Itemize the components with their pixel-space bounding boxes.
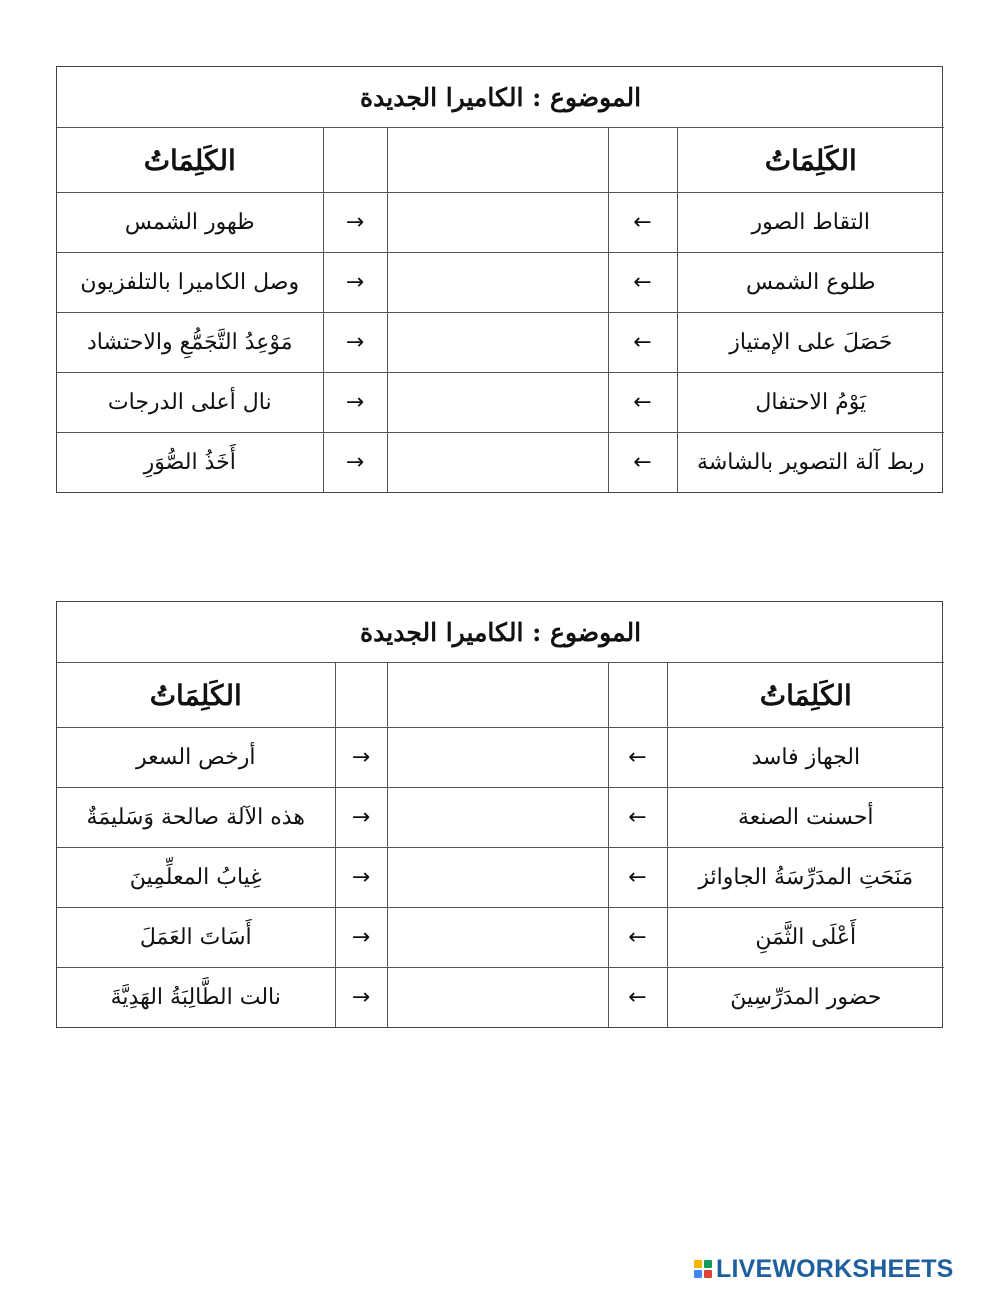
worksheet-title: الموضوع : الكاميرا الجديدة — [57, 67, 944, 128]
right-word[interactable]: أحسنت الصنعة — [667, 788, 944, 848]
column-header-left: الكَلِمَاتُ — [57, 128, 323, 193]
arrow-right-icon: → — [335, 728, 387, 788]
blank-header-cell — [608, 663, 667, 728]
logo-square-red — [704, 1270, 712, 1278]
arrow-left-icon: ← — [608, 313, 677, 373]
table-row — [57, 433, 944, 493]
arrow-left-icon: ← — [608, 193, 677, 253]
right-word[interactable]: ربط آلة التصوير بالشاشة — [677, 433, 944, 493]
liveworksheets-brand[interactable] — [694, 1255, 954, 1283]
left-word[interactable]: أَسَاتَ العَمَلَ — [57, 908, 335, 968]
arrow-left-icon: ← — [608, 968, 667, 1028]
table-row — [57, 968, 944, 1028]
logo-square-green — [704, 1260, 712, 1268]
arrow-right-icon: → — [323, 253, 387, 313]
table-row — [57, 373, 944, 433]
worksheet-title: الموضوع : الكاميرا الجديدة — [57, 602, 944, 663]
table-row — [57, 848, 944, 908]
answer-cell[interactable] — [387, 908, 608, 968]
right-word[interactable]: يَوْمُ الاحتفال — [677, 373, 944, 433]
arrow-left-icon: ← — [608, 728, 667, 788]
arrow-left-icon: ← — [608, 253, 677, 313]
right-word[interactable]: أَعْلَى الثَّمَنِ — [667, 908, 944, 968]
arrow-left-icon: ← — [608, 373, 677, 433]
arrow-left-icon: ← — [608, 433, 677, 493]
left-word[interactable]: نالت الطَّالِبَةُ الهَدِيَّةَ — [57, 968, 335, 1028]
logo-square-yellow — [694, 1260, 702, 1268]
right-word[interactable]: الجهاز فاسد — [667, 728, 944, 788]
answer-cell[interactable] — [387, 788, 608, 848]
right-word[interactable]: حَصَلَ على الإمتياز — [677, 313, 944, 373]
arrow-right-icon: → — [323, 373, 387, 433]
right-word[interactable]: حضور المدَرِّسِينَ — [667, 968, 944, 1028]
arrow-right-icon: → — [335, 848, 387, 908]
table-row — [57, 728, 944, 788]
blank-header-cell — [608, 128, 677, 193]
column-header-right: الكَلِمَاتُ — [677, 128, 944, 193]
logo-square-blue — [694, 1270, 702, 1278]
left-word[interactable]: غِيابُ المعلِّمِينَ — [57, 848, 335, 908]
left-word[interactable]: ظهور الشمس — [57, 193, 323, 253]
left-word[interactable]: أَخَذُ الصُّوَرِ — [57, 433, 323, 493]
left-word[interactable]: وصل الكاميرا بالتلفزيون — [57, 253, 323, 313]
left-word[interactable]: نال أعلى الدرجات — [57, 373, 323, 433]
worksheet-table-1 — [56, 66, 943, 493]
arrow-left-icon: ← — [608, 848, 667, 908]
arrow-right-icon: → — [323, 193, 387, 253]
blank-header-cell — [387, 128, 608, 193]
right-word[interactable]: مَنَحَتِ المدَرِّسَةُ الجاوائز — [667, 848, 944, 908]
blank-header-cell — [335, 663, 387, 728]
blank-header-cell — [323, 128, 387, 193]
right-word[interactable]: طلوع الشمس — [677, 253, 944, 313]
column-header-left: الكَلِمَاتُ — [57, 663, 335, 728]
arrow-right-icon: → — [323, 313, 387, 373]
answer-cell[interactable] — [387, 253, 608, 313]
arrow-right-icon: → — [335, 788, 387, 848]
column-header-right: الكَلِمَاتُ — [667, 663, 944, 728]
answer-cell[interactable] — [387, 193, 608, 253]
table-row — [57, 253, 944, 313]
arrow-left-icon: ← — [608, 788, 667, 848]
table-row — [57, 788, 944, 848]
answer-cell[interactable] — [387, 728, 608, 788]
liveworksheets-logo-icon — [694, 1260, 712, 1278]
table-row — [57, 193, 944, 253]
arrow-right-icon: → — [335, 968, 387, 1028]
answer-cell[interactable] — [387, 968, 608, 1028]
arrow-left-icon: ← — [608, 908, 667, 968]
right-word[interactable]: التقاط الصور — [677, 193, 944, 253]
left-word[interactable]: أرخص السعر — [57, 728, 335, 788]
worksheet-table-2 — [56, 601, 943, 1028]
answer-cell[interactable] — [387, 313, 608, 373]
left-word[interactable]: هذه الآلة صالحة وَسَليمَةٌ — [57, 788, 335, 848]
answer-cell[interactable] — [387, 848, 608, 908]
answer-cell[interactable] — [387, 433, 608, 493]
brand-text: LIVEWORKSHEETS — [716, 1254, 954, 1283]
arrow-right-icon: → — [335, 908, 387, 968]
blank-header-cell — [387, 663, 608, 728]
arrow-right-icon: → — [323, 433, 387, 493]
answer-cell[interactable] — [387, 373, 608, 433]
left-word[interactable]: مَوْعِدُ التَّجَمُّعِ والاحتشاد — [57, 313, 323, 373]
table-row — [57, 908, 944, 968]
table-row — [57, 313, 944, 373]
